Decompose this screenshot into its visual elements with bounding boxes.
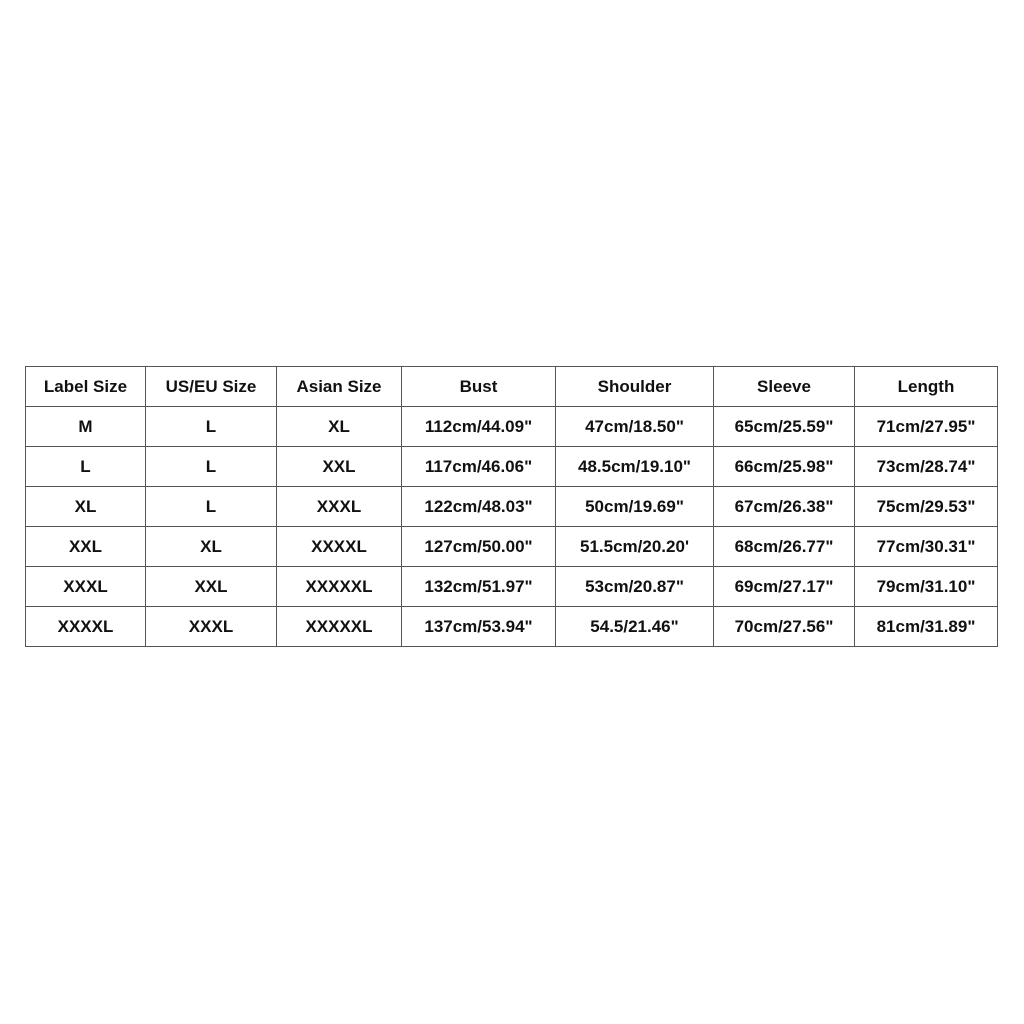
table-cell: XXXL xyxy=(26,567,146,607)
table-cell: L xyxy=(146,487,277,527)
table-cell: 127cm/50.00" xyxy=(402,527,556,567)
table-cell: XXXXXL xyxy=(277,567,402,607)
table-cell: XL xyxy=(277,407,402,447)
table-row xyxy=(26,527,998,567)
table-cell: XXXXL xyxy=(277,527,402,567)
table-cell: 122cm/48.03" xyxy=(402,487,556,527)
table-cell: 81cm/31.89" xyxy=(855,607,998,647)
header-length: Length xyxy=(855,367,998,407)
table-cell: XXL xyxy=(26,527,146,567)
table-cell: 132cm/51.97" xyxy=(402,567,556,607)
header-sleeve: Sleeve xyxy=(714,367,855,407)
table-cell: 68cm/26.77" xyxy=(714,527,855,567)
table-cell: 51.5cm/20.20' xyxy=(556,527,714,567)
table-cell: 70cm/27.56" xyxy=(714,607,855,647)
table-cell: 50cm/19.69" xyxy=(556,487,714,527)
table-cell: M xyxy=(26,407,146,447)
table-cell: 73cm/28.74" xyxy=(855,447,998,487)
table-cell: 112cm/44.09" xyxy=(402,407,556,447)
table-cell: XXXXL xyxy=(26,607,146,647)
table-cell: XXL xyxy=(146,567,277,607)
table-row xyxy=(26,447,998,487)
table-row xyxy=(26,487,998,527)
table-cell: 66cm/25.98" xyxy=(714,447,855,487)
table-row xyxy=(26,607,998,647)
table-cell: XXL xyxy=(277,447,402,487)
table-cell: 53cm/20.87" xyxy=(556,567,714,607)
table-cell: 48.5cm/19.10" xyxy=(556,447,714,487)
header-asian-size: Asian Size xyxy=(277,367,402,407)
table-cell: XXXL xyxy=(277,487,402,527)
table-cell: L xyxy=(146,407,277,447)
table-header-row xyxy=(26,367,998,407)
table-row xyxy=(26,407,998,447)
table-cell: L xyxy=(146,447,277,487)
table-cell: 79cm/31.10" xyxy=(855,567,998,607)
size-chart-table xyxy=(25,366,998,647)
table-cell: 54.5/21.46" xyxy=(556,607,714,647)
table-cell: 71cm/27.95" xyxy=(855,407,998,447)
table-cell: 67cm/26.38" xyxy=(714,487,855,527)
header-label-size: Label Size xyxy=(26,367,146,407)
table-cell: 77cm/30.31" xyxy=(855,527,998,567)
table-cell: L xyxy=(26,447,146,487)
table-cell: 47cm/18.50" xyxy=(556,407,714,447)
table-cell: 69cm/27.17" xyxy=(714,567,855,607)
table-row xyxy=(26,567,998,607)
table-cell: XL xyxy=(146,527,277,567)
table-cell: XXXL xyxy=(146,607,277,647)
header-shoulder: Shoulder xyxy=(556,367,714,407)
table-cell: 65cm/25.59" xyxy=(714,407,855,447)
table-cell: 117cm/46.06" xyxy=(402,447,556,487)
header-us-eu-size: US/EU Size xyxy=(146,367,277,407)
table-cell: 75cm/29.53" xyxy=(855,487,998,527)
header-bust: Bust xyxy=(402,367,556,407)
table-cell: 137cm/53.94" xyxy=(402,607,556,647)
table-cell: XL xyxy=(26,487,146,527)
table-cell: XXXXXL xyxy=(277,607,402,647)
